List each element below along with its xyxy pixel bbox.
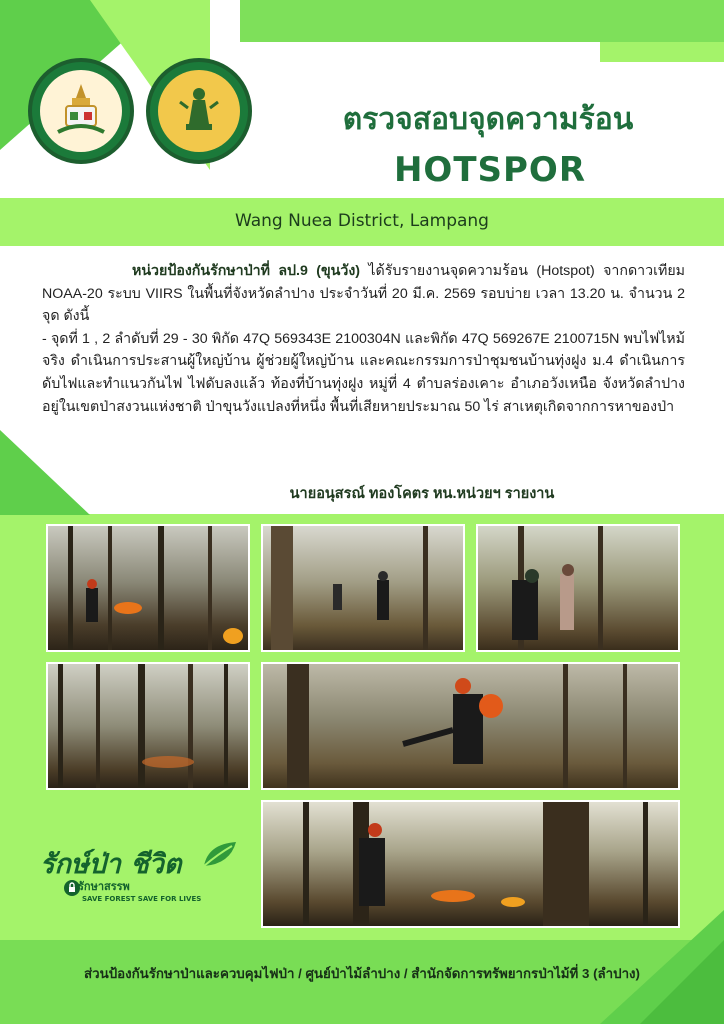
temple-emblem-icon bbox=[50, 80, 112, 142]
firefighting-photo bbox=[261, 524, 465, 652]
report-detail-paragraph: - จุดที่ 1 , 2 ลำดับที่ 29 - 30 พิกัด 47Q 569343E 2100304N และพิกัด 47Q 569267E 2100715N พบไฟไหม้จริง ดำเนินการประสานผู้ใหญ่บ้าน ผู้ช่วยผู้ใหญ่บ้าน และคณะกรรมการป่าชุมชนบ้านทุ่งฝูง ม.4 ดำเนินการดับไฟและทำแนวกันไฟ ไฟดับลงแล้ว ท้องที่บ้านทุ่งฝูง หมู่ที่ 4 ตำบลร่องเคาะ อำเภอวังเหนือ จังหวัดลำปาง อยู่ในเขตป่าสงวนแห่งชาติ ป่าขุนวังแปลงที่หนึ่ง พื้นที่เสียหายประมาณ 50 ไร่ สาเหตุเกิดจากการหาของป่า bbox=[42, 330, 685, 415]
firefighter-photo bbox=[261, 800, 680, 928]
footer-credits: ส่วนป้องกันรักษาป่าและควบคุมไฟป่า / ศูนย์ป่าไม้ลำปาง / สำนักจัดการทรัพยากรป่าไม้ที่ 3 (ลำปาง) bbox=[84, 966, 640, 981]
firefighting-photo bbox=[46, 524, 250, 652]
logo-main-text: รักษ์ป่า ชีวิต bbox=[40, 849, 182, 880]
firefighting-photo bbox=[476, 524, 680, 652]
location-subtitle: Wang Nuea District, Lampang bbox=[235, 211, 489, 231]
report-lead-text: ได้รับรายงานจุดความร้อน (Hotspot) จากดาวเทียม NOAA-20 ระบบ VIIRS ในพื้นที่จังหวัดลำปาง ประจำวันที่ 20 มี.ค. 2569 รอบบ่าย เวลา 13.20 น. จำนวน 2 จุด ดังนี้ bbox=[42, 263, 685, 325]
header bbox=[0, 0, 724, 198]
royal-forest-department-seal-icon bbox=[146, 58, 252, 164]
save-forest-logo bbox=[40, 842, 240, 912]
firefighter-photo bbox=[261, 662, 680, 790]
deity-emblem-icon bbox=[168, 80, 230, 142]
page-title-english: HOTSPOR bbox=[393, 150, 587, 190]
header-top-bar bbox=[240, 0, 724, 42]
forest-fire-photo bbox=[46, 662, 250, 790]
header-top-bar bbox=[600, 42, 724, 62]
logo-sub-text: รักษาสรรพ bbox=[78, 880, 130, 893]
reporter-signature: นายอนุสรณ์ ทองโคตร หน.หน่วยฯ รายงาน bbox=[289, 486, 555, 502]
report-lead-paragraph bbox=[42, 260, 685, 328]
forest-protection-seal-icon bbox=[28, 58, 134, 164]
logo-tagline: SAVE FOREST SAVE FOR LIVES bbox=[82, 895, 202, 903]
page-title-thai: ตรวจสอบจุดความร้อน bbox=[342, 102, 634, 137]
report-text bbox=[42, 260, 685, 418]
leaf-icon bbox=[200, 840, 240, 870]
unit-name: หน่วยป้องกันรักษาป่าที่ ลป.9 (ขุนวัง) bbox=[132, 263, 360, 279]
